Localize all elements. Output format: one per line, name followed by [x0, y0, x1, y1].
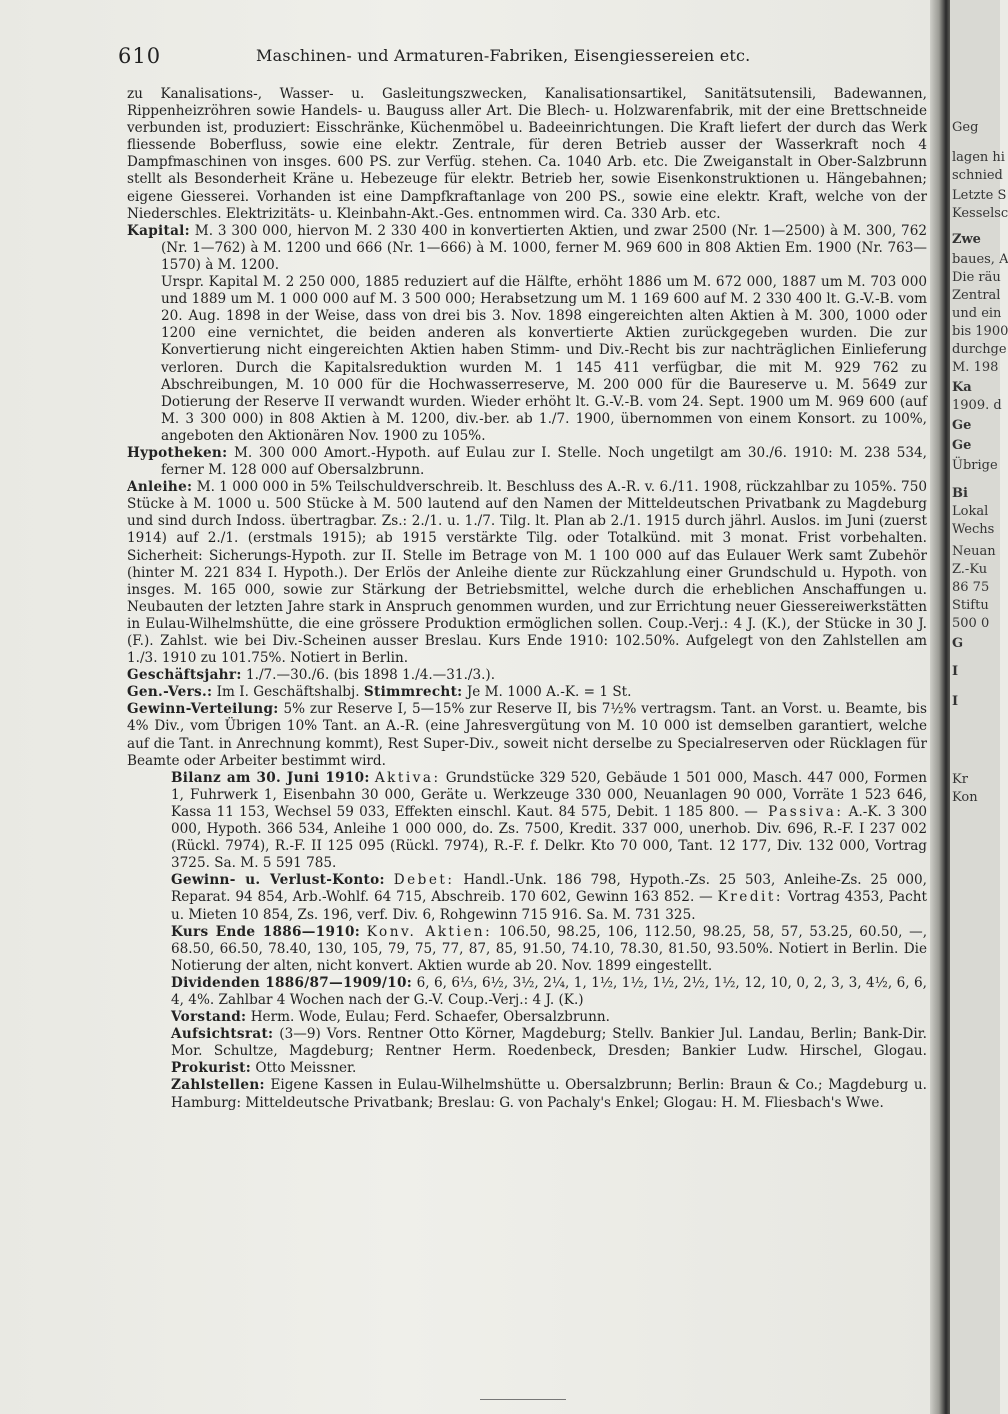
adjacent-page-fragment: Geg: [952, 120, 979, 135]
adjacent-page-fragment: Ka: [952, 380, 972, 395]
adjacent-page-fragment: Neuan: [952, 544, 996, 559]
gewinn-verlust-section: [127, 872, 927, 923]
page-number: 610: [118, 44, 162, 68]
geschaeftsjahr-section: [127, 667, 927, 684]
intro-paragraph: zu Kanalisations-, Wasser- u. Gasleitungszwecken, Kanalisationsartikel, Sanitätsutensili, Badewannen, Rippenheizröhren sowie Handels- u. Bauguss aller Art. Die Blech- u. Holzwarenfabrik, mit der eine Brettschneide verbunden ist, produziert: Eisschränke, Küchenmöbel u. Badeeinrichtungen. Die Kraft liefert der durch das Werk fliessende Boberfluss, sowie eine elektr. Zentrale, für deren Betrieb ausser der Wasserkraft noch 4 Dampfmaschinen von insges. 600 PS. zur Verfüg. stehen. Ca. 1040 Arb. etc. Die Zweiganstalt in Ober-Salzbrunn stellt als Besonderheit Kräne u. Hebezeuge für elektr. Betrieb her, sowie Eisenkonstruktionen u. Hängebahnen; eigene Giesserei. Vorhanden ist eine Dampfkraftanlage von 200 PS., sowie eine elektr. Kraft, welche von der Niederschles. Elektrizitäts- u. Kleinbahn-Akt.-Ges. entnommen wird. Ca. 330 Arb. etc.: [127, 86, 927, 222]
zahlstellen-text: Eigene Kassen in Eulau-Wilhelmshütte u. Obersalzbrunn; Berlin: Braun & Co.; Magdeburg u. Hamburg: Mitteldeutsche Privatbank; Breslau: G. von Pachaly's Enkel; Glogau: H. M. Fliesbach's Wwe.: [171, 1077, 927, 1111]
hypotheken-section: [127, 445, 927, 479]
adjacent-page-fragment: I: [952, 694, 959, 709]
geschaeftsjahr-text: 1./7.—30./6. (bis 1898 1./4.—31./3.).: [245, 667, 496, 684]
bilanz-section: [127, 770, 927, 873]
dividenden-label: Dividenden 1886/87—1909/10:: [171, 974, 413, 991]
adjacent-page-fragment: 86 75: [952, 580, 990, 595]
adjacent-page-fragment: Ge: [952, 418, 972, 433]
gewinn-verteilung-label: Gewinn-Verteilung:: [127, 701, 279, 718]
adjacent-page-fragment: Die räu: [952, 270, 1001, 285]
adjacent-page-fragment: schnied: [952, 168, 1003, 183]
kapital-text: M. 3 300 000, hiervon M. 2 330 400 in konvertierten Aktien, und zwar 2500 (Nr. 1—2500) à M. 300, 762 (Nr. 1—762) à M. 1200 und 666 (Nr. 1—666) à M. 1000, ferner M. 969 600 in 808 Aktien Em. 1900 (Nr. 763—1570) à M. 1200.: [161, 222, 927, 273]
aktiva-text: Grundstücke 329 520, Gebäude 1 501 000, Masch. 447 000, Formen 1, Fuhrwerk 1, Eisenbahn 30 000, Geräte u. Werkzeuge 330 000, Neuanlagen 90 000, Vorräte 1 523 646, Kassa 11 153, Wechsel 59 033, Effekten einschl. Kaut. 84 575, Debit. 1 185 800.: [171, 769, 927, 820]
adjacent-page-fragment: lagen hi: [952, 150, 1005, 165]
debet-label: Debet:: [393, 872, 455, 889]
kurs-section: [127, 924, 927, 975]
adjacent-page-fragment: I: [952, 664, 959, 679]
bilanz-label: Bilanz am 30. Juni 1910:: [171, 769, 370, 786]
vorstand-section: [127, 1009, 927, 1026]
adjacent-page-fragment: Zentral: [952, 288, 1001, 303]
stimmrecht-text: Je M. 1000 A.-K. = 1 St.: [466, 684, 632, 701]
adjacent-page-fragment: M. 198: [952, 360, 999, 375]
adjacent-page-edge: [950, 0, 1008, 1414]
zahlstellen-section: [127, 1077, 927, 1111]
adjacent-page-fragment: Kon: [952, 790, 978, 805]
adjacent-page-fragment: Kesselsc: [952, 206, 1008, 221]
adjacent-page-fragment: Übrige: [952, 458, 998, 473]
aufsichtsrat-text: (3—9) Vors. Rentner Otto Körner, Magdeburg; Stellv. Bankier Jul. Landau, Berlin; Bank-Dir. Mor. Schultze, Magdeburg; Rentner Herm. Roedenbeck, Dresden; Bankier Ludw. Hirschel, Glogau.: [171, 1026, 928, 1060]
adjacent-page-fragment: Kr: [952, 772, 968, 787]
kapital-history: Urspr. Kapital M. 2 250 000, 1885 reduziert auf die Hälfte, erhöht 1886 um M. 672 000, 1887 um M. 703 000 und 1889 um M. 1 000 000 auf M. 3 500 000; Herabsetzung um M. 1 169 600 auf M. 2 330 400 lt. G.-V.-B. vom 20. Aug. 1898 in der Weise, dass von drei bis 3. Nov. 1898 eingereichten alten Aktien à M. 300, 1000 oder 1200 eine vernichtet, die beiden anderen als konvertierte Aktien zurückgegeben wurden. Die zur Konvertierung nicht eingereichten Aktien haben Stimm- und Div.-Recht bis zur nachträglichen Einlieferung verloren. Durch die Kapitalsreduktion wurden M. 1 145 411 verfügbar, die mit M. 929 762 zu Abschreibungen, M. 10 000 für die Hochwasserreserve, M. 200 000 für die Baureserve u. M. 5649 zur Dotierung der Reserve II verwandt wurden. Wieder erhöht lt. G.-V.-B. vom 24. Sept. 1900 um M. 969 600 (auf M. 3 300 000) in 808 Aktien à M. 1200, div.-ber. ab 1./7. 1900, übernommen von einem Konsort. zu 100%, angeboten den Aktionären Nov. 1900 zu 105%.: [161, 274, 927, 444]
prokurist-text: Otto Meissner.: [255, 1060, 357, 1077]
anleihe-text: M. 1 000 000 in 5% Teilschuldverschreib. lt. Beschluss des A.-R. v. 6./11. 1908, rückzahlbar zu 105%. 750 Stücke à M. 1000 u. 500 Stücke à M. 500 lautend auf den Namen der Mitteldeutschen Privatbank zu Magdeburg und sind durch Indoss. übertragbar. Zs.: 2./1. u. 1./7. Tilg. lt. Plan ab 2./1. 1915 durch jährl. Auslos. im Juni (zuerst 1914) auf 2./1. (erstmals 1915); ab 1915 verstärkte Tilg. oder Totalkünd. mit 3 monat. Frist vorbehalten. Sicherheit: Sicherungs-Hypoth. zur II. Stelle im Betrage von M. 1 100 000 auf das Eulauer Werk samt Zubehör (hinter M. 221 834 I. Hypoth.). Der Erlös der Anleihe diente zur Rückzahlung einer Grundschuld u. Hypoth. von insges. M. 165 000, sowie zur Stärkung der Betriebsmittel, welche durch die erheblichen Anschaffungen u. Neubauten der letzten Jahre stark in Anspruch genommen wurden, und zur Errichtung neuer Giessereiwerkstätten in Eulau-Wilhelmshütte, die eine grössere Produktion ermöglichen sollen. Coup.-Verj.: 4 J. (K.), der Stücke in 30 J. (F.). Zahlst. wie bei Div.-Scheinen ausser Breslau. Kurs Ende 1910: 102.50%. Aufgelegt von den Zahlstellen am 1./3. 1910 zu 101.75%. Notiert in Berlin.: [127, 479, 927, 667]
dividenden-text: 6, 6, 6⅓, 6½, 3½, 2¼, 1, 1½, 1½, 1½, 2½, 1½, 12, 10, 0, 2, 3, 3, 4½, 6, 6, 4, 4%. Zahlbar 4 Wochen nach der G.-V. Coup.-Verj.: 4 J. (K.): [171, 974, 928, 1008]
hypotheken-text: M. 300 000 Amort.-Hypoth. auf Eulau zur I. Stelle. Noch ungetilgt am 30./6. 1910: M. 238 534, ferner M. 128 000 auf Obersalzbrunn.: [161, 444, 928, 479]
prokurist-label: Prokurist:: [171, 1060, 252, 1077]
aufsichtsrat-label: Aufsichtsrat:: [171, 1026, 274, 1043]
running-title: Maschinen- und Armaturen-Fabriken, Eisengiessereien etc.: [256, 46, 751, 65]
passiva-text: A.-K. 3 300 000, Hypoth. 366 534, Anleihe 1 000 000, do. Zs. 7500, Kredit. 337 000, unerhob. Div. 696, R.-F. I 237 002 (Rückl. 7974), R.-F. II 125 095 (Rückl. 7974), R.-F. f. Delkr. Kto 70 000, Tant. 12 177, Div. 132 000, Vortrag 3725. Sa. M. 5 591 785.: [171, 803, 927, 872]
anleihe-section: [127, 479, 927, 667]
kapital-section: [127, 223, 927, 274]
page-body: [127, 86, 927, 1112]
adjacent-page-fragment: Bi: [952, 486, 968, 501]
kredit-label: Kredit:: [717, 889, 783, 906]
adjacent-page-fragment: Letzte S: [952, 188, 1007, 203]
kurs-sub-label: Konv. Aktien:: [366, 923, 493, 940]
adjacent-page-fragment: 1909. d: [952, 398, 1002, 413]
vorstand-text: Herm. Wode, Eulau; Ferd. Schaefer, Obersalzbrunn.: [250, 1009, 610, 1026]
adjacent-page-fragment: Stiftu: [952, 598, 989, 613]
gen-vers-section: [127, 684, 927, 701]
gewinn-verlust-label: Gewinn- u. Verlust-Konto:: [171, 872, 385, 889]
passiva-label: — Passiva:: [744, 803, 844, 820]
kapital-label: Kapital:: [127, 222, 190, 239]
debet-text: Handl.-Unk. 186 798, Hypoth.-Zs. 25 503, Anleihe-Zs. 25 000, Reparat. 94 854, Arb.-Wohlf. 64 715, Abschreib. 170 602, Gewinn 163 852. —: [171, 872, 927, 906]
adjacent-page-fragment: 500 0: [952, 616, 990, 631]
adjacent-page-fragment: Zwe: [952, 232, 981, 247]
footer-rule: [480, 1399, 566, 1400]
zahlstellen-label: Zahlstellen:: [171, 1077, 265, 1094]
gen-vers-text: Im I. Geschäftshalbj.: [216, 684, 360, 701]
vorstand-label: Vorstand:: [171, 1009, 247, 1026]
stimmrecht-label: Stimmrecht:: [363, 684, 463, 701]
anleihe-label: Anleihe:: [127, 479, 193, 496]
hypotheken-label: Hypotheken:: [127, 444, 228, 461]
gewinn-verteilung-section: [127, 701, 927, 769]
kurs-text: 106.50, 98.25, 106, 112.50, 98.25, 58, 57, 53.25, 60.50, —, 68.50, 66.50, 78.40, 130, 105, 79, 75, 77, 87, 85, 91.50, 74.10, 78.30, 81.50, 93.50%. Notiert in Berlin. Die Notierung der alten, nicht konvert. Aktien wurde ab 20. Nov. 1899 eingestellt.: [171, 923, 928, 974]
gen-vers-label: Gen.-Vers.:: [127, 684, 213, 701]
gewinn-verteilung-text: 5% zur Reserve I, 5—15% zur Reserve II, bis 7½% vertragsm. Tant. an Vorst. u. Beamte, bis 4% Div., vom Übrigen 10% Tant. an A.-R. (eine Jahresvergütung von M. 10 000 ist demselben garantiert, welche auf die Tant. in Anrechnung kommt), Rest Super-Div., soweit nicht derselbe zu Specialreserven oder Rücklagen für Beamte oder Arbeiter bestimmt wird.: [127, 701, 927, 769]
adjacent-page-fragment: durchge: [952, 342, 1007, 357]
adjacent-page-fragment: baues, A: [952, 252, 1008, 267]
book-gutter: [930, 0, 950, 1414]
adjacent-page-fragment: Z.-Ku: [952, 562, 988, 577]
adjacent-page-fragment: bis 1900: [952, 324, 1008, 339]
adjacent-page-fragment: Ge: [952, 438, 972, 453]
adjacent-page-fragment: Lokal: [952, 504, 989, 519]
dividenden-section: [127, 975, 927, 1009]
geschaeftsjahr-label: Geschäftsjahr:: [127, 667, 242, 684]
adjacent-page-fragment: und ein: [952, 306, 1002, 321]
adjacent-page-fragment: Wechs: [952, 522, 995, 537]
kurs-label: Kurs Ende 1886—1910:: [171, 923, 361, 940]
aufsichtsrat-section: [127, 1026, 927, 1077]
kredit-text: Vortrag 4353, Pacht u. Mieten 10 854, Zs. 196, verf. Div. 6, Rohgewinn 715 916. Sa. M. 731 325.: [171, 889, 927, 923]
aktiva-label: Aktiva:: [374, 769, 441, 786]
adjacent-page-fragment: G: [952, 636, 964, 651]
